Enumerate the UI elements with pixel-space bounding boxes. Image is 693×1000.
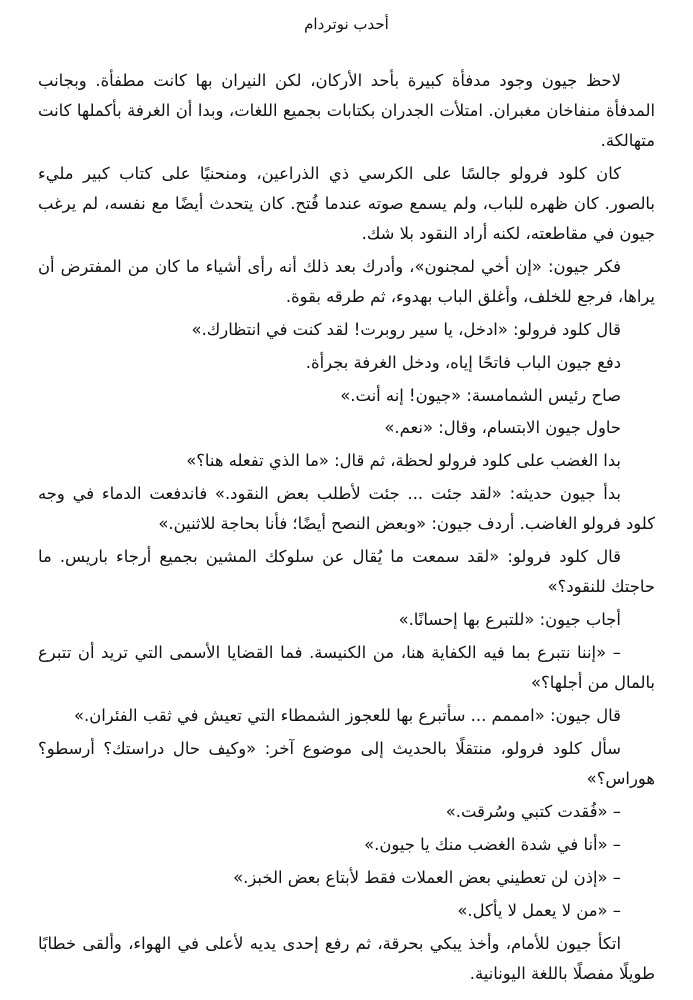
paragraph-18: – «من لا يعمل لا يأكل.» bbox=[457, 900, 621, 920]
paragraph-12: – «إننا نتبرع بما فيه الكفاية هنا، من الكنيسة. فما القضايا الأسمى التي تريد أن تتبرع بالمال من أجلها؟» bbox=[38, 643, 655, 693]
paragraph-10: قال كلود فرولو: «لقد سمعت ما يُقال عن سلوكك المشين بجميع أرجاء باريس. ما حاجتك للنقود؟» bbox=[38, 547, 655, 597]
paragraph-19: اتكأ جيون للأمام، وأخذ يبكي بحرقة، ثم رفع إحدى يديه لأعلى في الهواء، وألقى خطابًا طويلًا مفصلًا باللغة اليونانية. bbox=[38, 933, 655, 983]
paragraph-17: – «إذن لن تعطيني بعض العملات فقط لأبتاع بعض الخبز.» bbox=[233, 867, 621, 887]
paragraph-14: سأل كلود فرولو، منتقلًا بالحديث إلى موضوع آخر: «وكيف حال دراستك؟ أرسطو؟ هوراس؟» bbox=[38, 739, 655, 788]
paragraph-6: صاح رئيس الشمامسة: «جيون! إنه أنت.» bbox=[340, 385, 621, 405]
running-header-title: أحدب نوتردام bbox=[304, 15, 389, 33]
body-text bbox=[38, 66, 655, 992]
paragraph-8: بدا الغضب على كلود فرولو لحظة، ثم قال: «ما الذي تفعله هنا؟» bbox=[186, 451, 621, 471]
paragraph-9: بدأ جيون حديثه: «لقد جئت ... جئت لأطلب بعض النقود.» فاندفعت الدماء في وجه كلود فرولو الغاضب. أردف جيون: «وبعض النصح أيضًا؛ فأنا بحاجة للاثنين.» bbox=[38, 484, 655, 534]
paragraph-2: كان كلود فرولو جالسًا على الكرسي ذي الذراعين، ومنحنيًا على كتاب كبير مليء بالصور. كان ظهره للباب، ولم يسمع صوته عندما فُتح. كان يتحدث أيضًا مع نفسه، لم يرغب جيون في مقاطعته، لكنه أراد النقود بلا شك. bbox=[38, 163, 655, 243]
paragraph-11: أجاب جيون: «للتبرع بها إحسانًا.» bbox=[398, 610, 621, 630]
paragraph-16: – «أنا في شدة الغضب منك يا جيون.» bbox=[364, 834, 621, 854]
paragraph-3: فكر جيون: «إن أخي لمجنون»، وأدرك بعد ذلك أنه رأى أشياء ما كان من المفترض أن يراها، فرجع للخلف، وأغلق الباب بهدوء، ثم طرقه بقوة. bbox=[38, 256, 655, 306]
paragraph-15: – «فُقدت كتبي وسُرقت.» bbox=[445, 801, 621, 821]
paragraph-5: دفع جيون الباب فاتحًا إياه، ودخل الغرفة بجرأة. bbox=[305, 352, 621, 372]
paragraph-13: قال جيون: «امممم ... سأتبرع بها للعجوز الشمطاء التي تعيش في ثقب الفئران.» bbox=[73, 706, 621, 726]
paragraph-1: لاحظ جيون وجود مدفأة كبيرة بأحد الأركان، لكن النيران بها كانت مطفأة. وبجانب المدفأة منفاخان مغبران. امتلأت الجدران بكتابات بجميع اللغات، وبدا أن الغرفة بأكملها كانت متهالكة. bbox=[38, 71, 655, 150]
paragraph-7: حاول جيون الابتسام، وقال: «نعم.» bbox=[384, 418, 621, 438]
paragraph-4: قال كلود فرولو: «ادخل، يا سير روبرت! لقد كنت في انتظارك.» bbox=[191, 319, 621, 339]
